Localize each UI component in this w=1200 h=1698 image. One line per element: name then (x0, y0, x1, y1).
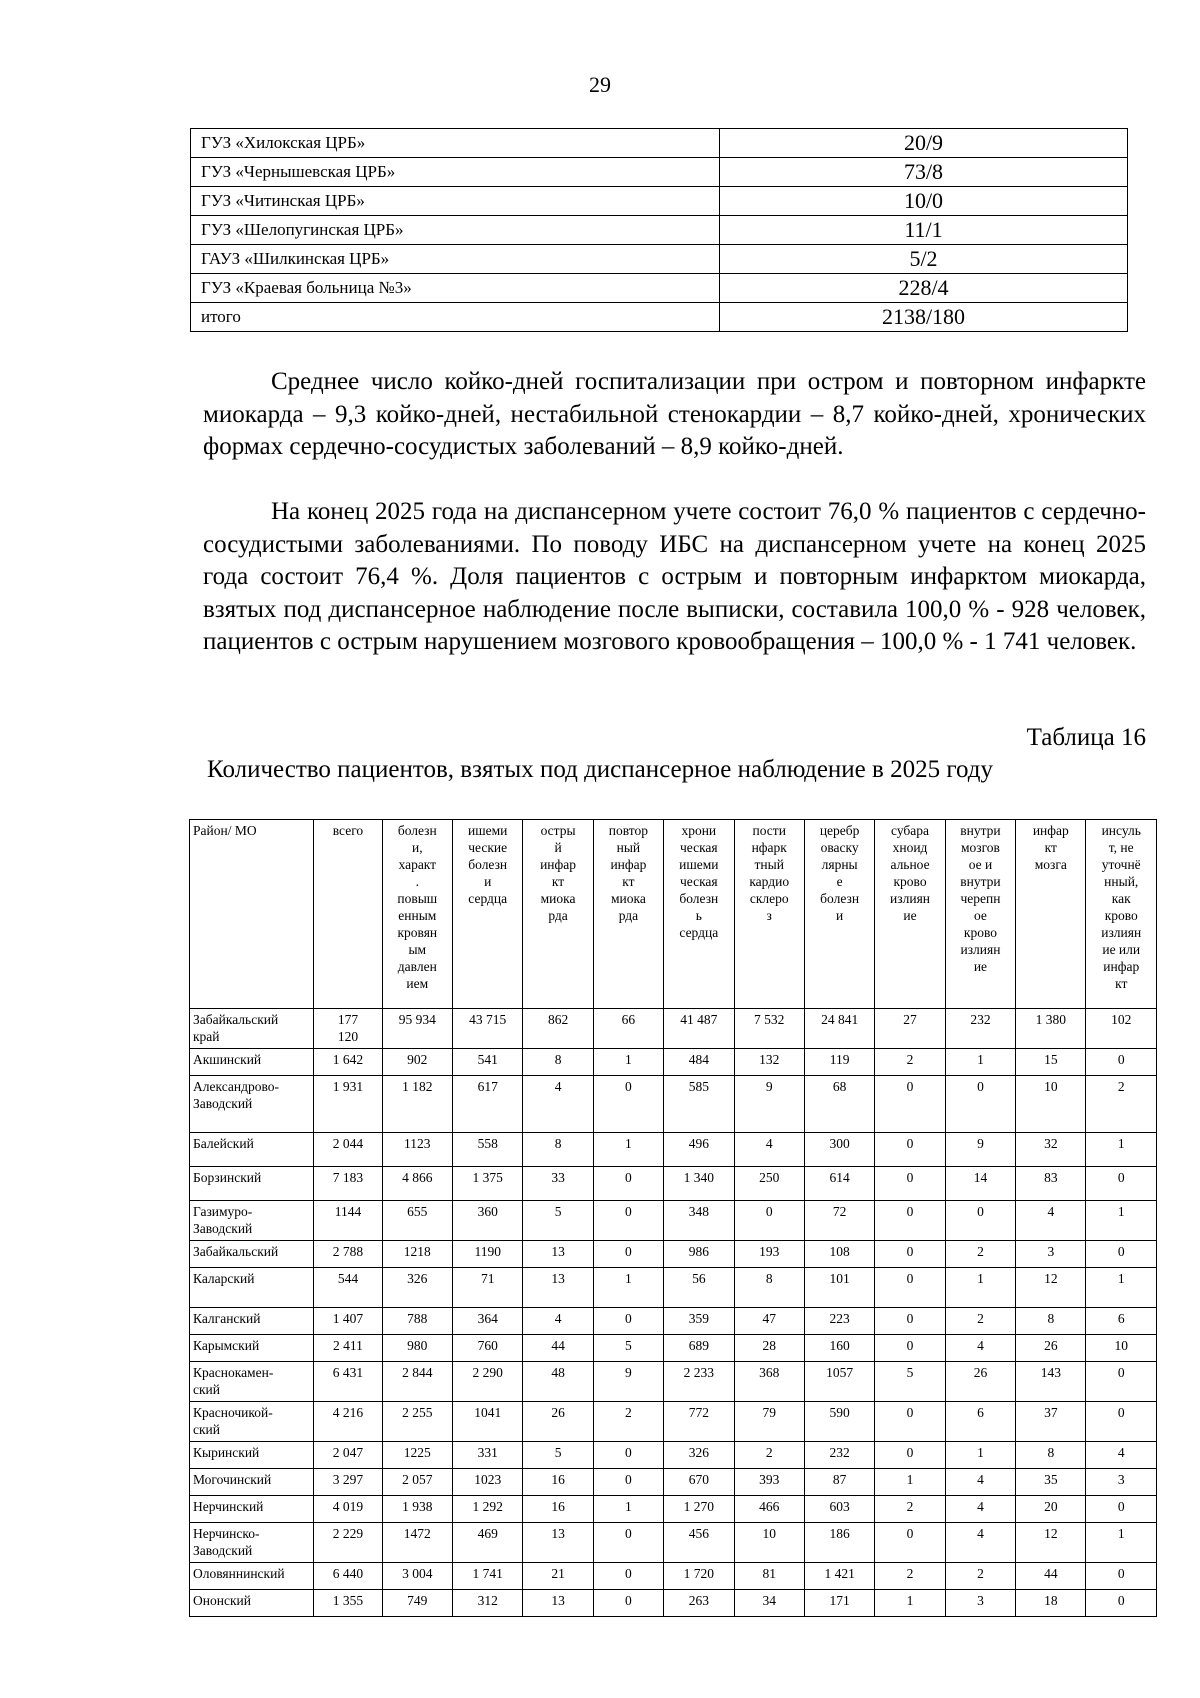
table-cell: 1123 (382, 1133, 452, 1167)
hospital-row (191, 129, 1128, 158)
table-cell: 2 (945, 1308, 1015, 1335)
table-row (190, 1076, 1157, 1133)
table-cell: 1 (945, 1268, 1015, 1308)
table-cell: 72 (804, 1201, 874, 1241)
district-name: Ононский (190, 1590, 314, 1617)
table-cell: 902 (382, 1049, 452, 1076)
table-cell: 1 (875, 1469, 945, 1496)
table-cell: 8 (1016, 1442, 1086, 1469)
table-cell: 6 440 (314, 1563, 382, 1590)
table-cell: 79 (734, 1402, 804, 1442)
table-row (190, 1563, 1157, 1590)
table-cell: 0 (875, 1308, 945, 1335)
column-header: инфар кт мозга (1016, 820, 1086, 1009)
table-cell: 0 (734, 1201, 804, 1241)
table-cell: 3 297 (314, 1469, 382, 1496)
table-cell: 749 (382, 1590, 452, 1617)
dispensary-table (189, 819, 1157, 1617)
table-cell: 41 487 (664, 1009, 734, 1049)
table-cell: 2 (875, 1496, 945, 1523)
table-cell: 0 (1086, 1563, 1157, 1590)
table-cell: 83 (1016, 1167, 1086, 1201)
table-cell: 1 407 (314, 1308, 382, 1335)
hospital-value: 228/4 (720, 274, 1128, 303)
paragraph-bed-days: Среднее число койко-дней госпитализации при остром и повторном инфаркте миокарда – 9,3 койко-дней, нестабильной стенокардии – 8,7 койко-дней, хронических формах сердечно-сосудистых заболеваний – 8,9 койко-дней. (203, 368, 1146, 460)
table-cell: 10 (734, 1523, 804, 1563)
table-cell: 0 (1086, 1402, 1157, 1442)
table-cell: 4 (734, 1133, 804, 1167)
table-cell: 1057 (804, 1362, 874, 1402)
district-name: Нерчинский (190, 1496, 314, 1523)
district-name: Борзинский (190, 1167, 314, 1201)
table-cell: 1 (1086, 1133, 1157, 1167)
table-cell: 0 (593, 1590, 663, 1617)
table-cell: 81 (734, 1563, 804, 1590)
table-row (190, 1268, 1157, 1308)
table-cell: 171 (804, 1590, 874, 1617)
table-cell: 3 004 (382, 1563, 452, 1590)
table-cell: 5 (875, 1362, 945, 1402)
table-cell: 44 (1016, 1563, 1086, 1590)
table-cell: 1 (875, 1590, 945, 1617)
district-name: Газимуро- Заводский (190, 1201, 314, 1241)
table-cell: 986 (664, 1241, 734, 1268)
table-cell: 348 (664, 1201, 734, 1241)
table-row (190, 1362, 1157, 1402)
table-cell: 0 (875, 1442, 945, 1469)
column-header: всего (314, 820, 382, 1009)
hospital-row (191, 216, 1128, 245)
table-row (190, 1442, 1157, 1469)
table-cell: 3 (1016, 1241, 1086, 1268)
table-cell: 2 844 (382, 1362, 452, 1402)
table-cell: 193 (734, 1241, 804, 1268)
table-cell: 16 (523, 1496, 593, 1523)
hospital-value: 2138/180 (720, 303, 1128, 332)
column-header: пости нфарк тный кардио склеро з (734, 820, 804, 1009)
column-header: болезн и, характ . повыш енным кровян ым давлен ием (382, 820, 452, 1009)
table-cell: 35 (1016, 1469, 1086, 1496)
table-cell: 326 (382, 1268, 452, 1308)
table-cell: 2 (734, 1442, 804, 1469)
table-cell: 0 (593, 1563, 663, 1590)
table-cell: 4 (523, 1308, 593, 1335)
table-cell: 326 (664, 1442, 734, 1469)
table-cell: 2 290 (453, 1362, 523, 1402)
table-cell: 1 (593, 1496, 663, 1523)
table-cell: 20 (1016, 1496, 1086, 1523)
table-cell: 8 (523, 1133, 593, 1167)
table-cell: 772 (664, 1402, 734, 1442)
table-cell: 0 (593, 1076, 663, 1133)
table-row (190, 1402, 1157, 1442)
table-cell: 2 788 (314, 1241, 382, 1268)
table-cell: 87 (804, 1469, 874, 1496)
table-cell: 2 (945, 1563, 1015, 1590)
hospital-value: 73/8 (720, 158, 1128, 187)
table-cell: 14 (945, 1167, 1015, 1201)
district-name: Оловяннинский (190, 1563, 314, 1590)
table-cell: 0 (593, 1167, 663, 1201)
hospital-name: ГУЗ «Хилокская ЦРБ» (191, 129, 720, 158)
table-cell: 4 (1016, 1201, 1086, 1241)
table-cell: 1023 (453, 1469, 523, 1496)
table-cell: 5 (523, 1201, 593, 1241)
table-cell: 496 (664, 1133, 734, 1167)
table-cell: 223 (804, 1308, 874, 1335)
table-cell: 0 (593, 1241, 663, 1268)
hospital-name: ГАУЗ «Шилкинская ЦРБ» (191, 245, 720, 274)
table-cell: 24 841 (804, 1009, 874, 1049)
table-cell: 68 (804, 1076, 874, 1133)
table-cell: 4 (945, 1469, 1015, 1496)
table-cell: 5 (593, 1335, 663, 1362)
table-cell: 37 (1016, 1402, 1086, 1442)
table-cell: 0 (593, 1523, 663, 1563)
table-cell: 364 (453, 1308, 523, 1335)
table-cell: 2 (875, 1049, 945, 1076)
column-header: Район/ МО (190, 820, 314, 1009)
district-name: Кыринский (190, 1442, 314, 1469)
table-cell: 250 (734, 1167, 804, 1201)
table-cell: 0 (875, 1523, 945, 1563)
district-name: Карымский (190, 1335, 314, 1362)
table-cell: 1 741 (453, 1563, 523, 1590)
table-cell: 0 (875, 1402, 945, 1442)
table-cell: 143 (1016, 1362, 1086, 1402)
table-label: Таблица 16 (1026, 724, 1146, 751)
district-name: Александрово- Заводский (190, 1076, 314, 1133)
table-row (190, 1133, 1157, 1167)
table-cell: 232 (945, 1009, 1015, 1049)
table-cell: 1 (593, 1133, 663, 1167)
table-row (190, 1523, 1157, 1563)
table-cell: 359 (664, 1308, 734, 1335)
table-row (190, 1590, 1157, 1617)
table-cell: 368 (734, 1362, 804, 1402)
table-cell: 13 (523, 1268, 593, 1308)
table-cell: 4 019 (314, 1496, 382, 1523)
table-cell: 469 (453, 1523, 523, 1563)
table-cell: 9 (945, 1133, 1015, 1167)
table-cell: 1 355 (314, 1590, 382, 1617)
table-cell: 1 182 (382, 1076, 452, 1133)
hospital-name: ГУЗ «Чернышевская ЦРБ» (191, 158, 720, 187)
table-cell: 6 (1086, 1308, 1157, 1335)
table-cell: 1 720 (664, 1563, 734, 1590)
table-cell: 26 (945, 1362, 1015, 1402)
table-cell: 1 (1086, 1523, 1157, 1563)
table-cell: 1225 (382, 1442, 452, 1469)
district-name: Балейский (190, 1133, 314, 1167)
table-cell: 10 (1016, 1076, 1086, 1133)
table-cell: 360 (453, 1201, 523, 1241)
table-cell: 47 (734, 1308, 804, 1335)
table-cell: 0 (593, 1308, 663, 1335)
table-cell: 4 (945, 1335, 1015, 1362)
table-cell: 590 (804, 1402, 874, 1442)
table-cell: 312 (453, 1590, 523, 1617)
table-cell: 0 (875, 1268, 945, 1308)
table-cell: 0 (593, 1442, 663, 1469)
table-cell: 788 (382, 1308, 452, 1335)
table-cell: 0 (1086, 1241, 1157, 1268)
table-cell: 3 (945, 1590, 1015, 1617)
table-cell: 13 (523, 1590, 593, 1617)
table-cell: 7 532 (734, 1009, 804, 1049)
table-cell: 0 (593, 1469, 663, 1496)
column-header: церебр оваску лярны е болезн и (804, 820, 874, 1009)
hospital-row (191, 245, 1128, 274)
table-cell: 4 (945, 1496, 1015, 1523)
table-cell: 670 (664, 1469, 734, 1496)
column-header: внутри мозгов ое и внутри черепн ое крово излиян ие (945, 820, 1015, 1009)
table-cell: 119 (804, 1049, 874, 1076)
hospital-table (190, 128, 1128, 332)
table-cell: 466 (734, 1496, 804, 1523)
table-row (190, 1335, 1157, 1362)
table-cell: 8 (1016, 1308, 1086, 1335)
table-cell: 186 (804, 1523, 874, 1563)
table-cell: 177 120 (314, 1009, 382, 1049)
table-cell: 9 (734, 1076, 804, 1133)
table-cell: 1 270 (664, 1496, 734, 1523)
table-cell: 980 (382, 1335, 452, 1362)
table-cell: 71 (453, 1268, 523, 1308)
table-cell: 4 216 (314, 1402, 382, 1442)
table-cell: 617 (453, 1076, 523, 1133)
table-cell: 66 (593, 1009, 663, 1049)
district-name: Могочинский (190, 1469, 314, 1496)
table-cell: 1 (593, 1049, 663, 1076)
table-cell: 160 (804, 1335, 874, 1362)
table-row (190, 1009, 1157, 1049)
table-cell: 1144 (314, 1201, 382, 1241)
table-cell: 1 931 (314, 1076, 382, 1133)
district-name: Забайкальский край (190, 1009, 314, 1049)
table-cell: 28 (734, 1335, 804, 1362)
table-row (190, 1241, 1157, 1268)
hospital-row (191, 158, 1128, 187)
table-cell: 5 (523, 1442, 593, 1469)
table-cell: 232 (804, 1442, 874, 1469)
table-cell: 108 (804, 1241, 874, 1268)
table-cell: 2 411 (314, 1335, 382, 1362)
table-cell: 0 (945, 1076, 1015, 1133)
table-cell: 16 (523, 1469, 593, 1496)
hospital-name: ГУЗ «Шелопугинская ЦРБ» (191, 216, 720, 245)
table-row (190, 1201, 1157, 1241)
table-cell: 1472 (382, 1523, 452, 1563)
table-row (190, 1469, 1157, 1496)
hospital-value: 5/2 (720, 245, 1128, 274)
table-cell: 0 (875, 1335, 945, 1362)
table-cell: 33 (523, 1167, 593, 1201)
table-cell: 0 (1086, 1496, 1157, 1523)
table-cell: 1 642 (314, 1049, 382, 1076)
table-cell: 655 (382, 1201, 452, 1241)
table-cell: 1 421 (804, 1563, 874, 1590)
table-cell: 4 (945, 1523, 1015, 1563)
table-cell: 0 (593, 1201, 663, 1241)
table-cell: 2 (945, 1241, 1015, 1268)
table-cell: 1 (1086, 1201, 1157, 1241)
table-cell: 1 292 (453, 1496, 523, 1523)
table-cell: 0 (875, 1201, 945, 1241)
table-cell: 1 375 (453, 1167, 523, 1201)
table-header-row (190, 820, 1157, 1009)
table-cell: 0 (1086, 1362, 1157, 1402)
table-cell: 95 934 (382, 1009, 452, 1049)
column-header: инсуль т, не уточнё нный, как крово излиян ие или инфар кт (1086, 820, 1157, 1009)
table-cell: 56 (664, 1268, 734, 1308)
table-cell: 0 (1086, 1049, 1157, 1076)
table-cell: 2 (593, 1402, 663, 1442)
hospital-name: ГУЗ «Краевая больница №3» (191, 274, 720, 303)
table-row (190, 1308, 1157, 1335)
table-cell: 21 (523, 1563, 593, 1590)
table-cell: 48 (523, 1362, 593, 1402)
table-cell: 4 (523, 1076, 593, 1133)
table-cell: 7 183 (314, 1167, 382, 1201)
table-cell: 1 (1086, 1268, 1157, 1308)
table-cell: 1 (593, 1268, 663, 1308)
table-cell: 614 (804, 1167, 874, 1201)
table-cell: 2 (875, 1563, 945, 1590)
table-cell: 3 (1086, 1469, 1157, 1496)
table-cell: 0 (1086, 1167, 1157, 1201)
table-cell: 2 057 (382, 1469, 452, 1496)
table-cell: 300 (804, 1133, 874, 1167)
table-cell: 13 (523, 1523, 593, 1563)
table-cell: 32 (1016, 1133, 1086, 1167)
table-cell: 26 (523, 1402, 593, 1442)
table-cell: 26 (1016, 1335, 1086, 1362)
table-cell: 1 380 (1016, 1009, 1086, 1049)
table-cell: 2 (1086, 1076, 1157, 1133)
table-cell: 1041 (453, 1402, 523, 1442)
table-cell: 456 (664, 1523, 734, 1563)
table-cell: 541 (453, 1049, 523, 1076)
table-cell: 263 (664, 1590, 734, 1617)
table-cell: 0 (1086, 1590, 1157, 1617)
table-cell: 1 (945, 1049, 1015, 1076)
hospital-name: ГУЗ «Читинская ЦРБ» (191, 187, 720, 216)
hospital-row (191, 187, 1128, 216)
hospital-row (191, 274, 1128, 303)
table-cell: 484 (664, 1049, 734, 1076)
table-cell: 34 (734, 1590, 804, 1617)
table-cell: 43 715 (453, 1009, 523, 1049)
district-name: Акшинский (190, 1049, 314, 1076)
table-cell: 101 (804, 1268, 874, 1308)
hospital-name: итого (191, 303, 720, 332)
district-name: Нерчинско- Заводский (190, 1523, 314, 1563)
table-cell: 0 (875, 1076, 945, 1133)
table-cell: 2 229 (314, 1523, 382, 1563)
table-cell: 689 (664, 1335, 734, 1362)
table-cell: 18 (1016, 1590, 1086, 1617)
table-cell: 4 (1086, 1442, 1157, 1469)
table-cell: 8 (523, 1049, 593, 1076)
table-cell: 862 (523, 1009, 593, 1049)
table-cell: 0 (875, 1241, 945, 1268)
table-cell: 15 (1016, 1049, 1086, 1076)
table-cell: 102 (1086, 1009, 1157, 1049)
table-cell: 4 866 (382, 1167, 452, 1201)
table-cell: 1190 (453, 1241, 523, 1268)
district-name: Калганский (190, 1308, 314, 1335)
table-cell: 2 044 (314, 1133, 382, 1167)
table-cell: 27 (875, 1009, 945, 1049)
table-cell: 2 047 (314, 1442, 382, 1469)
column-header: хрони ческая ишеми ческая болезн ь сердца (664, 820, 734, 1009)
table-cell: 13 (523, 1241, 593, 1268)
paragraph-dispensary: На конец 2025 года на диспансерном учете состоит 76,0 % пациентов с сердечно-сосудистыми заболеваниями. По поводу ИБС на диспансерном учете на конец 2025 года состоит 76,4 %. Доля пациентов с острым и повторным инфарктом миокарда, взятых под диспансерное наблюдение после выписки, составила 100,0 % - 928 человек, пациентов с острым нарушением мозгового кровообращения – 100,0 % - 1 741 человек. (203, 498, 1146, 655)
table-row (190, 1167, 1157, 1201)
district-name: Каларский (190, 1268, 314, 1308)
table-cell: 585 (664, 1076, 734, 1133)
table-cell: 1218 (382, 1241, 452, 1268)
table-cell: 1 938 (382, 1496, 452, 1523)
table-cell: 0 (875, 1167, 945, 1201)
table-row (190, 1049, 1157, 1076)
page-number: 29 (589, 72, 611, 97)
table-cell: 393 (734, 1469, 804, 1496)
table-cell: 2 233 (664, 1362, 734, 1402)
table-cell: 10 (1086, 1335, 1157, 1362)
district-name: Красночикой- ский (190, 1402, 314, 1442)
column-header: субара хноид альное крово излиян ие (875, 820, 945, 1009)
table-cell: 12 (1016, 1268, 1086, 1308)
table-cell: 6 431 (314, 1362, 382, 1402)
hospital-value: 10/0 (720, 187, 1128, 216)
hospital-value: 20/9 (720, 129, 1128, 158)
table-cell: 0 (945, 1201, 1015, 1241)
table-cell: 1 (945, 1442, 1015, 1469)
district-name: Краснокамен- ский (190, 1362, 314, 1402)
hospital-row (191, 303, 1128, 332)
table-title: Количество пациентов, взятых под диспансерное наблюдение в 2025 году (207, 756, 993, 783)
table-cell: 6 (945, 1402, 1015, 1442)
table-cell: 760 (453, 1335, 523, 1362)
table-cell: 2 255 (382, 1402, 452, 1442)
table-cell: 0 (875, 1133, 945, 1167)
table-cell: 1 340 (664, 1167, 734, 1201)
table-cell: 12 (1016, 1523, 1086, 1563)
table-cell: 8 (734, 1268, 804, 1308)
table-cell: 544 (314, 1268, 382, 1308)
table-cell: 9 (593, 1362, 663, 1402)
table-cell: 132 (734, 1049, 804, 1076)
table-cell: 44 (523, 1335, 593, 1362)
table-cell: 603 (804, 1496, 874, 1523)
hospital-value: 11/1 (720, 216, 1128, 245)
column-header: ишеми ческие болезн и сердца (453, 820, 523, 1009)
table-cell: 558 (453, 1133, 523, 1167)
table-cell: 331 (453, 1442, 523, 1469)
district-name: Забайкальский (190, 1241, 314, 1268)
column-header: повтор ный инфар кт миока рда (593, 820, 663, 1009)
table-row (190, 1496, 1157, 1523)
column-header: остры й инфар кт миока рда (523, 820, 593, 1009)
